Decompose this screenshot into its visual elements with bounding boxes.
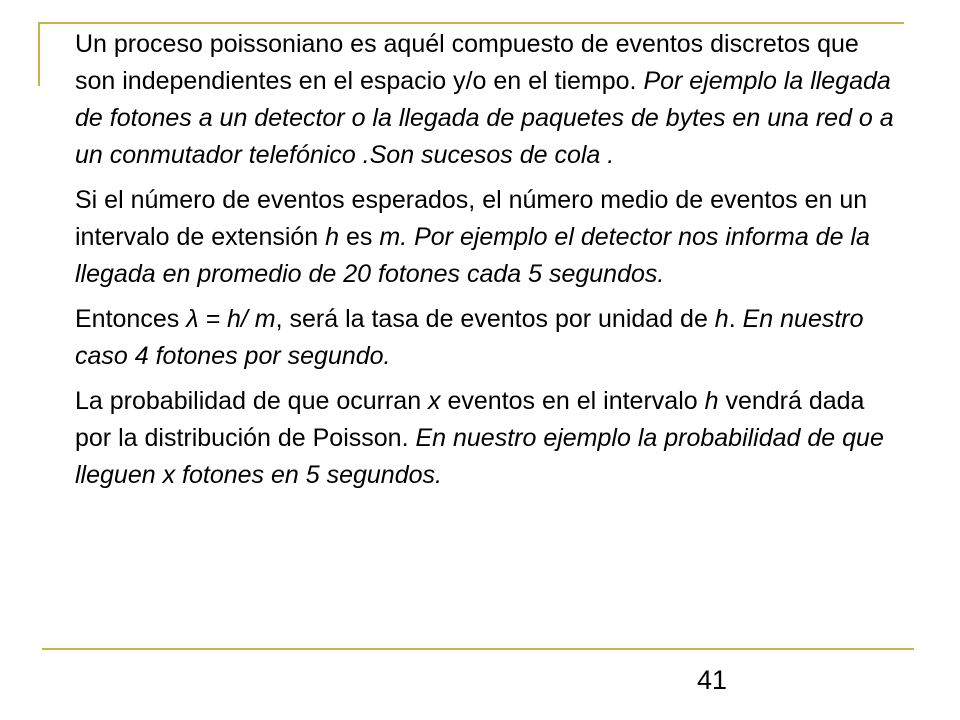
paragraph-4-variable-x: x <box>428 387 441 415</box>
paragraph-3-variable-h: h <box>714 305 729 333</box>
paragraph-2-text-es: es <box>339 223 380 251</box>
paragraph-3-text: Entonces <box>75 305 187 333</box>
top-rule <box>40 22 904 24</box>
paragraph-4-text: La probabilidad de que ocurran <box>75 387 429 415</box>
paragraph-2-text: Si el número de eventos esperados, el número medio de eventos en un intervalo de extensión <box>75 186 868 251</box>
paragraph-4-text-poisson: vendrá dada por la distribución de Poisson. <box>75 387 865 452</box>
paragraph-2-example: m. Por ejemplo el detector nos informa de la llegada en promedio de 20 fotones cada 5 segundos. <box>75 223 870 288</box>
paragraph-3 <box>75 301 895 375</box>
paragraph-1-example: Por ejemplo la llegada de fotones a un detector o la llegada de paquetes de bytes en una red o a un conmutador telefónico .Son sucesos de cola . <box>75 67 894 169</box>
paragraph-2-variable-h: h <box>325 223 340 251</box>
paragraph-3-period: . <box>728 305 743 333</box>
paragraph-3-formula: λ = h/ m <box>186 305 276 333</box>
page-number: 41 <box>697 665 728 695</box>
slide-body <box>75 26 895 502</box>
paragraph-1-text: Un proceso poissoniano es aquél compuesto de eventos discretos que son independientes en el espacio y/o en el tiempo. <box>75 30 859 95</box>
paragraph-3-example: En nuestro caso 4 fotones por segundo. <box>75 305 864 370</box>
paragraph-2 <box>75 182 895 293</box>
paragraph-4-variable-h: h <box>704 387 719 415</box>
paragraph-3-text-rate: , será la tasa de eventos por unidad de <box>275 305 715 333</box>
left-rule <box>38 22 40 86</box>
paragraph-4-text-interval: eventos en el intervalo <box>440 387 705 415</box>
bottom-rule <box>42 648 914 650</box>
paragraph-1 <box>75 26 895 174</box>
paragraph-4 <box>75 383 895 494</box>
paragraph-4-example: En nuestro ejemplo la probabilidad de que lleguen x fotones en 5 segundos. <box>75 424 884 489</box>
